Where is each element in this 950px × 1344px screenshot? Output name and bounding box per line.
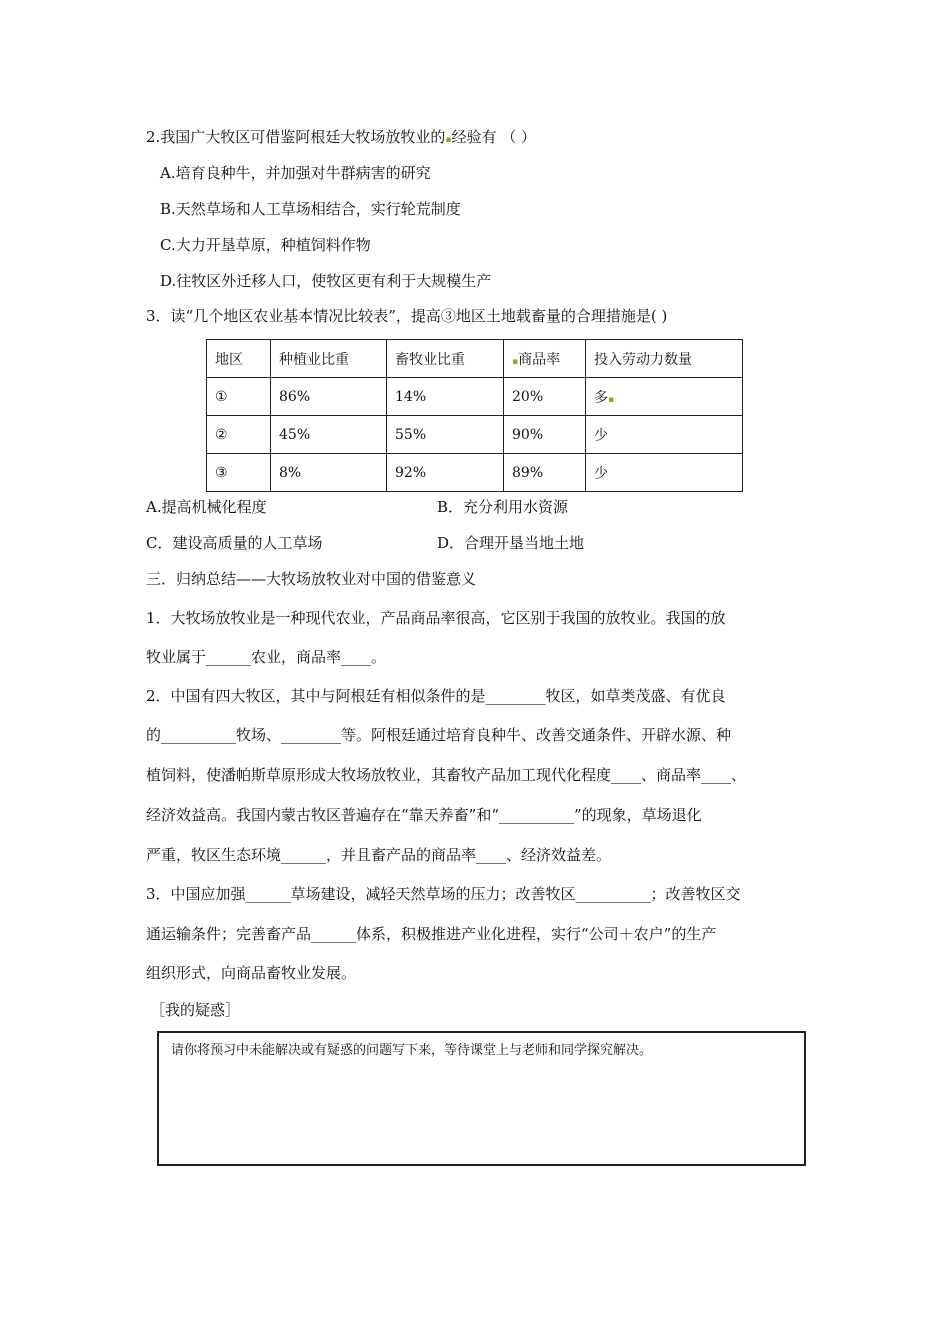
table-cell: 20% [504,378,586,416]
summary-line: 1．大牧场放牧业是一种现代农业，产品商品率很高，它区别于我国的放牧业。我国的放 [146,609,726,627]
table-header-cell: 种植业比重 [271,340,387,378]
table-header-cell: 畜牧业比重 [387,340,504,378]
summary-line: 植饲料，使潘帕斯草原形成大牧场放牧业，其畜牧产品加工现代化程度____、商品率____、 [146,766,747,784]
table-row [207,416,743,454]
q2-stem-part-a: 2.我国广大牧区可借鉴阿根廷大牧场放牧业的 [146,128,446,146]
summary-line: 的__________牧场、________等。阿根廷通过培育良种牛、改善交通条件、开辟水源、种 [146,726,732,744]
table-cell: 8% [271,454,387,492]
q2-option-d: D.往牧区外迁移人口，使牧区更有利于大规模生产 [160,272,492,290]
summary-line: 3．中国应加强______草场建设，减轻天然草场的压力；改善牧区__________；改善牧区交 [146,885,741,903]
doubt-hint: 请你将预习中未能解决或有疑惑的问题写下来，等待课堂上与老师和同学探究解决。 [171,1043,653,1058]
q2-option-c: C.大力开垦草原，种植饲料作物 [160,236,371,254]
table-cell: 少 [586,416,743,454]
edit-mark-icon: ▪ [445,135,452,145]
agriculture-comparison-table [206,339,743,492]
summary-heading: 三．归纳总结——大牧场放牧业对中国的借鉴意义 [146,570,477,588]
doubt-box[interactable] [157,1031,806,1166]
table-row [207,454,743,492]
q2-option-a: A.培育良种牛，并加强对牛群病害的研究 [160,164,431,182]
q3-option-d: D．合理开垦当地土地 [437,534,585,552]
table-cell: ① [207,378,271,416]
table-header-cell: 投入劳动力数量 [586,340,743,378]
table-cell [586,378,743,416]
table-cell: 45% [271,416,387,454]
summary-line: 通运输条件；完善畜产品______体系，积极推进产业化进程，实行“公司＋农户”的生产 [146,925,717,943]
table-cell: 少 [586,454,743,492]
table-cell-text: 多 [594,389,608,406]
summary-line: 组织形式，向商品畜牧业发展。 [146,964,357,982]
table-cell: 89% [504,454,586,492]
table-cell: 14% [387,378,504,416]
q2-option-b: B.天然草场和人工草场相结合，实行轮荒制度 [160,200,461,218]
table-cell: 55% [387,416,504,454]
q3-option-c: C．建设高质量的人工草场 [146,534,323,552]
q2-stem [146,127,536,150]
edit-mark-icon: ▪ [608,394,615,405]
q2-stem-part-b: 经验有 （ ） [451,128,536,146]
table-header-cell: 地区 [207,340,271,378]
table-cell: 86% [271,378,387,416]
table-cell: ② [207,416,271,454]
q3-option-a: A.提高机械化程度 [146,498,267,516]
summary-line: 经济效益高。我国内蒙古牧区普遍存在“靠天养畜”和“__________”的现象，草场退化 [146,806,702,824]
q3-stem: 3．读“几个地区农业基本情况比较表”，提高③地区土地载畜量的合理措施是( ) [146,307,668,325]
table-row [207,378,743,416]
summary-line: 2．中国有四大牧区，其中与阿根廷有相似条件的是________牧区，如草类茂盛、有优良 [146,687,726,705]
table-header-row [207,340,743,378]
table-header-text: 商品率 [518,351,561,368]
table-cell: 92% [387,454,504,492]
table-cell: 90% [504,416,586,454]
edit-mark-icon: ▪ [512,356,519,367]
summary-line: 严重，牧区生态环境______，并且畜产品的商品率____、经济效益差。 [146,846,612,864]
summary-line: 牧业属于______农业，商品率____。 [146,648,387,666]
table-header-cell [504,340,586,378]
table-cell: ③ [207,454,271,492]
doubt-label: ［我的疑惑］ [150,1001,241,1019]
q3-option-b: B．充分利用水资源 [437,498,569,516]
